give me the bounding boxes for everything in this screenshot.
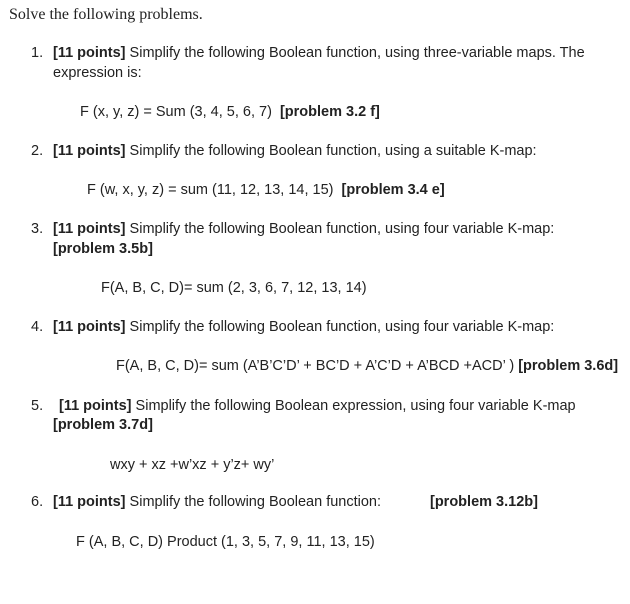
problem-3-ref-line: [53, 239, 153, 259]
problem-1-expression-line: [80, 102, 380, 122]
problem-5-text: Simplify the following Boolean expression, using four variable K-map: [135, 398, 576, 414]
problem-6-reference: [problem 3.12b]: [430, 494, 538, 510]
problem-1-number: 1.: [31, 45, 44, 61]
problem-6-text: Simplify the following Boolean function:: [129, 494, 382, 510]
problem-4-expression: F(A, B, C, D)= sum (A’B’C’D’ + BC’D + A’C’D + A’BCD +ACD’ ): [116, 358, 515, 374]
problem-4-text: Simplify the following Boolean function, using four variable K-map:: [129, 319, 555, 335]
page-heading: Solve the following problems.: [9, 6, 203, 23]
problem-6-number: 6.: [31, 494, 44, 510]
problem-3-points: [11 points]: [53, 221, 126, 237]
problem-3-number: 3.: [31, 221, 44, 237]
problem-4-points: [11 points]: [53, 319, 126, 335]
problem-1-text: Simplify the following Boolean function, using three-variable maps. The: [129, 45, 585, 61]
problem-3-text: Simplify the following Boolean function, using four variable K-map:: [129, 221, 555, 237]
problem-5-expression: wxy + xz +w’xz + y’z+ wy’: [110, 457, 275, 473]
problem-4-expression-line: [116, 356, 618, 376]
problem-1-text-cont: expression is:: [53, 65, 142, 81]
problem-6-points: [11 points]: [53, 494, 126, 510]
problem-6-ref-line: [430, 492, 538, 512]
problem-1-expression: F (x, y, z) = Sum (3, 4, 5, 6, 7): [80, 104, 272, 120]
problem-2-reference: [problem 3.4 e]: [341, 182, 445, 198]
problem-2-line-1: [53, 141, 537, 161]
problem-1-points: [11 points]: [53, 45, 126, 61]
problem-2-number: 2.: [31, 143, 44, 159]
problem-4-reference: [problem 3.6d]: [518, 358, 619, 374]
problem-2-points: [11 points]: [53, 143, 126, 159]
problem-2-text: Simplify the following Boolean function, using a suitable K-map:: [129, 143, 537, 159]
problem-1-reference: [problem 3.2 f]: [279, 104, 380, 120]
problem-1-line-1: [53, 43, 585, 63]
problem-6-line-1: [53, 492, 381, 512]
problem-6-expression: F (A, B, C, D) Product (1, 3, 5, 7, 9, 11, 13, 15): [76, 534, 375, 550]
problem-3-line-1: [53, 219, 554, 239]
problem-5-number: 5.: [31, 398, 44, 414]
problem-4-line-1: [53, 317, 554, 337]
problem-5-reference: [problem 3.7d]: [53, 417, 153, 433]
problem-5-line-1: [59, 396, 576, 416]
problem-2-expression: F (w, x, y, z) = sum (11, 12, 13, 14, 15): [87, 182, 334, 198]
problem-3-reference: [problem 3.5b]: [53, 241, 153, 257]
problem-2-expression-line: [87, 180, 445, 200]
problem-5-points: [11 points]: [59, 398, 132, 414]
problem-5-ref-line: [53, 415, 153, 435]
problem-3-expression: F(A, B, C, D)= sum (2, 3, 6, 7, 12, 13, 14): [101, 280, 367, 296]
problem-4-number: 4.: [31, 319, 44, 335]
